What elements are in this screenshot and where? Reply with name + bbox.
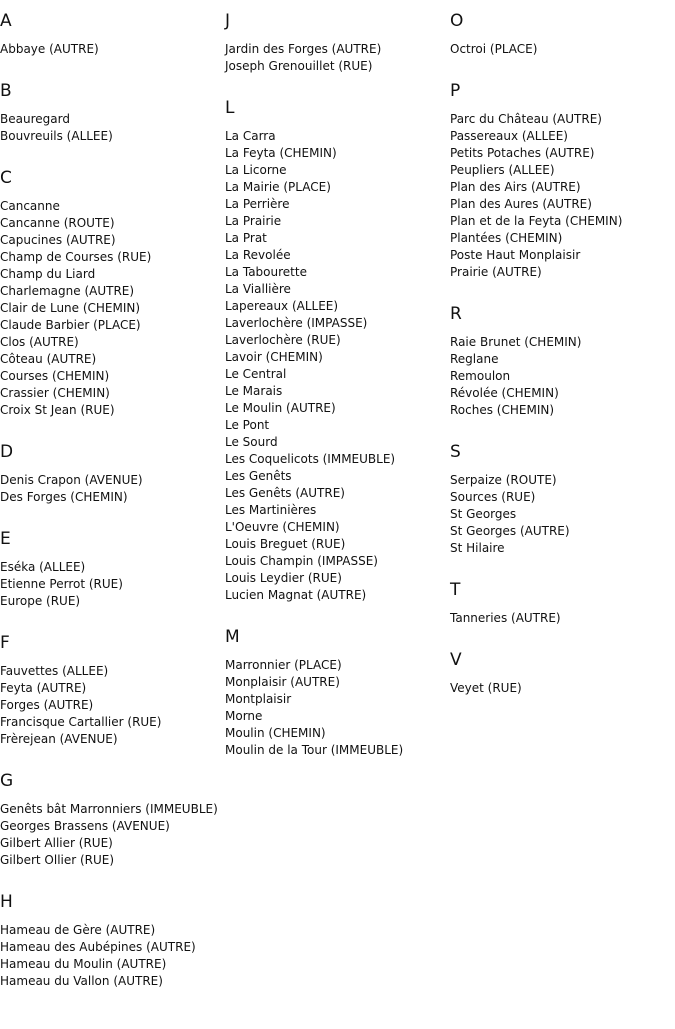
street-item: Clair de Lune (CHEMIN): [0, 301, 141, 315]
street-item: Prairie (AUTRE): [450, 265, 542, 279]
street-item: Peupliers (ALLEE): [450, 163, 555, 177]
street-item: Champ de Courses (RUE): [0, 250, 152, 264]
street-item: Monplaisir (AUTRE): [225, 675, 340, 689]
street-item: Plan des Aures (AUTRE): [450, 197, 592, 211]
letter-heading: S: [450, 442, 461, 462]
street-item: Abbaye (AUTRE): [0, 42, 99, 56]
street-list: [0, 111, 220, 145]
street-item: Roches (CHEMIN): [450, 403, 555, 417]
letter-heading: M: [225, 627, 240, 647]
letter-section: [225, 98, 445, 604]
street-item: Jardin des Forges (AUTRE): [225, 42, 382, 56]
street-item: Lucien Magnat (AUTRE): [225, 588, 367, 602]
street-list: [450, 334, 670, 419]
street-item: St Hilaire: [450, 541, 505, 555]
street-item: Les Genêts: [225, 469, 292, 483]
street-item: La Viallière: [225, 282, 291, 296]
street-item: Gilbert Ollier (RUE): [0, 853, 115, 867]
street-item: Claude Barbier (PLACE): [0, 318, 141, 332]
letter-section: [225, 11, 445, 75]
street-item: La Perrière: [225, 197, 290, 211]
street-item: Reglane: [450, 352, 499, 366]
index-column-3: [450, 0, 670, 697]
letter-section: [0, 529, 220, 610]
street-item: Clos (AUTRE): [0, 335, 79, 349]
street-list: [450, 472, 670, 557]
street-item: La Tabourette: [225, 265, 307, 279]
letter-heading: L: [225, 98, 235, 118]
letter-heading: H: [0, 892, 13, 912]
street-item: Louis Leydier (RUE): [225, 571, 342, 585]
street-item: Champ du Liard: [0, 267, 96, 281]
letter-section: [450, 11, 670, 58]
street-item: La Feyta (CHEMIN): [225, 146, 337, 160]
letter-heading: F: [0, 633, 10, 653]
street-item: Louis Breguet (RUE): [225, 537, 346, 551]
letter-heading: V: [450, 650, 462, 670]
letter-heading: G: [0, 771, 14, 791]
street-item: La Revolée: [225, 248, 291, 262]
street-item: Hameau du Vallon (AUTRE): [0, 974, 163, 988]
street-item: L'Oeuvre (CHEMIN): [225, 520, 340, 534]
street-item: Plan des Airs (AUTRE): [450, 180, 581, 194]
letter-section: [0, 892, 220, 990]
street-list: [450, 41, 670, 58]
street-item: Cancanne: [0, 199, 60, 213]
street-list: [450, 111, 670, 281]
street-list: [0, 559, 220, 610]
street-item: Moulin de la Tour (IMMEUBLE): [225, 743, 404, 757]
street-item: Les Martinières: [225, 503, 317, 517]
street-item: Le Marais: [225, 384, 283, 398]
street-item: Louis Champin (IMPASSE): [225, 554, 378, 568]
street-item: Serpaize (ROUTE): [450, 473, 557, 487]
street-item: Moulin (CHEMIN): [225, 726, 326, 740]
letter-section: [0, 11, 220, 58]
street-item: Plan et de la Feyta (CHEMIN): [450, 214, 623, 228]
letter-section: [0, 442, 220, 506]
street-list: [225, 41, 445, 75]
street-item: Marronnier (PLACE): [225, 658, 342, 672]
street-item: Montplaisir: [225, 692, 292, 706]
street-item: Gilbert Allier (RUE): [0, 836, 113, 850]
letter-section: [450, 304, 670, 419]
street-item: Les Coquelicots (IMMEUBLE): [225, 452, 396, 466]
street-item: Feyta (AUTRE): [0, 681, 87, 695]
street-list: [0, 41, 220, 58]
street-item: Des Forges (CHEMIN): [0, 490, 128, 504]
street-list: [450, 610, 670, 627]
street-item: Veyet (RUE): [450, 681, 522, 695]
street-item: Hameau du Moulin (AUTRE): [0, 957, 167, 971]
street-item: Laverlochère (RUE): [225, 333, 341, 347]
street-item: Charlemagne (AUTRE): [0, 284, 135, 298]
street-item: Etienne Perrot (RUE): [0, 577, 123, 591]
street-item: St Georges: [450, 507, 517, 521]
letter-section: [0, 81, 220, 145]
street-item: Raie Brunet (CHEMIN): [450, 335, 582, 349]
street-item: Remoulon: [450, 369, 511, 383]
street-item: Poste Haut Monplaisir: [450, 248, 581, 262]
letter-section: [225, 627, 445, 759]
letter-section: [0, 633, 220, 748]
street-item: Georges Brassens (AVENUE): [0, 819, 170, 833]
street-item: Le Sourd: [225, 435, 278, 449]
street-item: Frèrejean (AVENUE): [0, 732, 118, 746]
street-item: Morne: [225, 709, 263, 723]
street-item: La Licorne: [225, 163, 287, 177]
street-list: [0, 198, 220, 419]
letter-section: [450, 580, 670, 627]
street-item: Passereaux (ALLEE): [450, 129, 568, 143]
street-list: [0, 922, 220, 990]
letter-section: [0, 771, 220, 869]
street-item: Francisque Cartallier (RUE): [0, 715, 162, 729]
letter-heading: B: [0, 81, 12, 101]
street-item: Cancanne (ROUTE): [0, 216, 115, 230]
letter-heading: J: [225, 11, 231, 31]
letter-heading: T: [450, 580, 461, 600]
street-item: Le Moulin (AUTRE): [225, 401, 336, 415]
street-item: St Georges (AUTRE): [450, 524, 570, 538]
street-item: Le Central: [225, 367, 287, 381]
letter-heading: E: [0, 529, 11, 549]
street-item: Parc du Château (AUTRE): [450, 112, 602, 126]
street-item: Fauvettes (ALLEE): [0, 664, 109, 678]
street-item: Lapereaux (ALLEE): [225, 299, 339, 313]
index-column-2: [225, 0, 445, 759]
street-item: Laverlochère (IMPASSE): [225, 316, 368, 330]
street-item: Capucines (AUTRE): [0, 233, 116, 247]
street-item: Eséka (ALLEE): [0, 560, 86, 574]
index-column-1: [0, 0, 220, 990]
letter-heading: C: [0, 168, 12, 188]
street-item: Bouvreuils (ALLEE): [0, 129, 113, 143]
street-item: Côteau (AUTRE): [0, 352, 97, 366]
street-item: Tanneries (AUTRE): [450, 611, 561, 625]
letter-section: [450, 650, 670, 697]
street-item: Petits Potaches (AUTRE): [450, 146, 595, 160]
street-item: Hameau des Aubépines (AUTRE): [0, 940, 196, 954]
street-item: La Prairie: [225, 214, 282, 228]
street-item: Croix St Jean (RUE): [0, 403, 115, 417]
street-list: [450, 680, 670, 697]
street-item: Denis Crapon (AVENUE): [0, 473, 143, 487]
letter-heading: P: [450, 81, 461, 101]
street-list: [225, 128, 445, 604]
street-item: Sources (RUE): [450, 490, 536, 504]
letter-section: [450, 442, 670, 557]
street-item: Forges (AUTRE): [0, 698, 94, 712]
street-item: La Prat: [225, 231, 267, 245]
letter-heading: A: [0, 11, 12, 31]
street-item: Courses (CHEMIN): [0, 369, 110, 383]
street-list: [0, 663, 220, 748]
street-list: [0, 801, 220, 869]
letter-heading: O: [450, 11, 464, 31]
street-item: Europe (RUE): [0, 594, 81, 608]
street-list: [225, 657, 445, 759]
street-item: La Carra: [225, 129, 276, 143]
street-item: Révolée (CHEMIN): [450, 386, 559, 400]
street-item: Joseph Grenouillet (RUE): [225, 59, 373, 73]
street-list: [0, 472, 220, 506]
street-item: Hameau de Gère (AUTRE): [0, 923, 156, 937]
street-item: La Mairie (PLACE): [225, 180, 331, 194]
letter-section: [0, 168, 220, 419]
street-item: Octroi (PLACE): [450, 42, 538, 56]
letter-heading: D: [0, 442, 14, 462]
street-item: Crassier (CHEMIN): [0, 386, 110, 400]
street-item: Les Genêts (AUTRE): [225, 486, 345, 500]
street-item: Lavoir (CHEMIN): [225, 350, 323, 364]
street-item: Beauregard: [0, 112, 70, 126]
street-item: Le Pont: [225, 418, 270, 432]
letter-section: [450, 81, 670, 281]
street-item: Plantées (CHEMIN): [450, 231, 563, 245]
letter-heading: R: [450, 304, 462, 324]
street-item: Genêts bât Marronniers (IMMEUBLE): [0, 802, 218, 816]
